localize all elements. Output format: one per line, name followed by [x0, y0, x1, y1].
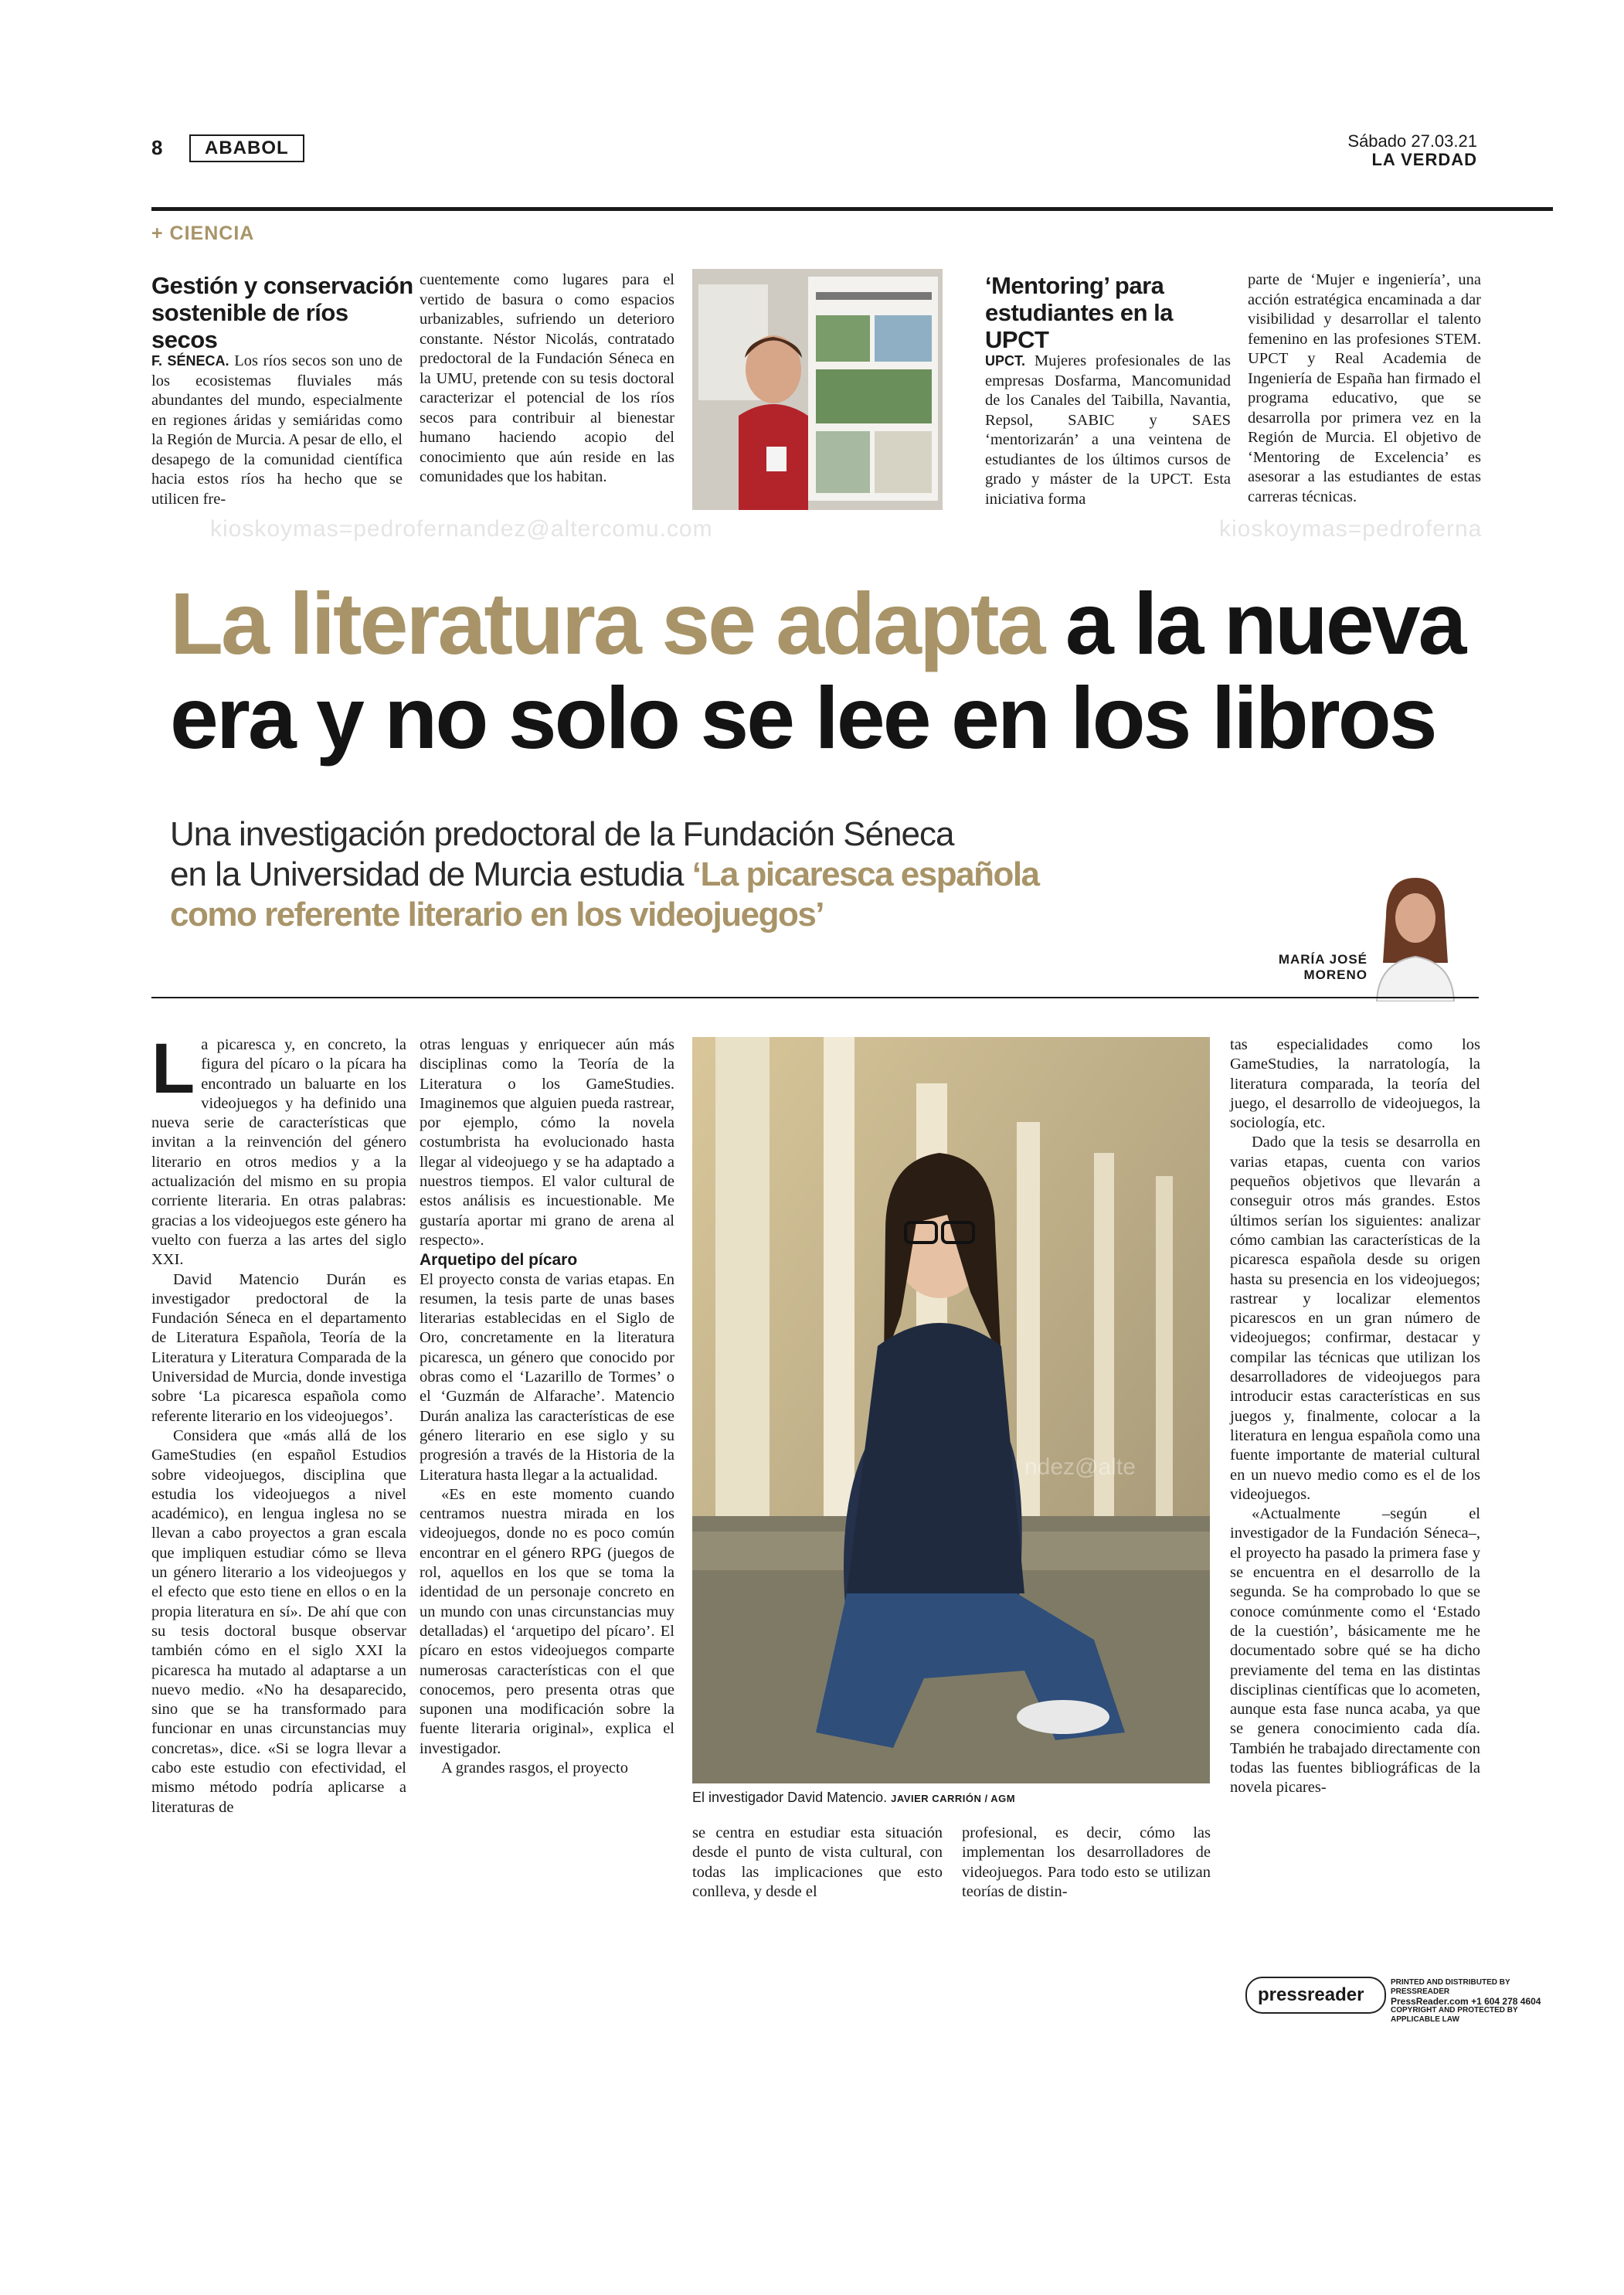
watermark-left: kioskoymas=pedrofernandez@altercomu.com [210, 516, 713, 542]
caption-credit: JAVIER CARRIÓN / AGM [891, 1793, 1016, 1804]
brief-2-text-1: Mujeres profesionales de las empresas Dosfarma, Mancomunidad de los Canales del Taibilla, Navantia, Repsol, SABIC y SAES ‘mentorizarán’ a una veintena de estudiantes de los últimos cursos de grado y máster de la UPCT. Esta iniciativa forma [985, 352, 1232, 508]
pressreader-logo [1245, 1977, 1386, 2014]
brief-1-column-1 [151, 352, 403, 509]
photo-watermark: ndez@alte [1024, 1454, 1136, 1480]
researcher-illustration [692, 1037, 1210, 1783]
headline-highlight: La literatura se adapta [170, 575, 1044, 672]
article-col2-p2: El proyecto consta de varias etapas. En resumen, la tesis parte de unas bases literarias establecidas en el Siglo de Oro, concretamente en la literatura picaresca, un género que conocido por obras como el ‘Lazarillo de Tormes’ o el ‘Guzmán de Alfarache’. Matencio Durán analiza las características de ese género literario en ese siglo y su progresión a través de la Historia de la Literatura hasta llegar a la actualidad. [420, 1270, 674, 1484]
main-headline [170, 576, 1514, 765]
article-col1-p3: Considera que «más allá de los GameStudies (en español Estudios sobre videojuegos, disciplina que estudia los videojuegos a nivel académico), en lengua inglesa no se llevan a cabo proyectos a gran escala que impliquen estudiar cómo se lleva un género literario a los videojuegos y el efecto que esto tiene en ellos o en la propia literatura en sí». De ahí que con su tesis doctoral busque observar también cómo en el siglo XXI la picaresca ha mutado al adaptarse a un nuevo medio. «No ha desaparecido, sino que se ha transformado para funcionar en unas circunstancias muy concretas», dice. «Si se logra llevar a cabo este estudio con efectividad, el mismo método podría aplicarse a literaturas de [151, 1426, 406, 1816]
article-col5-p1: tas especialidades como los GameStudies, la narratología, la literatura comparada, la teoría del juego, el desarrollo de videojuegos, la sociología, etc. [1230, 1036, 1480, 1132]
subhead-line-1: Una investigación predoctoral de la Fundación Séneca [170, 815, 954, 853]
brief-2-title [985, 272, 1232, 353]
brief-1-text-2: cuentemente como lugares para el vertido de basura o como espacios urbanizables, sufriendo un deterioro constante. Néstor Nicolás, contratado predoctoral de la Fundación Séneca en la UMU, pretende con su tesis doctoral caracterizar el potencial de los ríos secos para contribuir al bienestar humano haciendo acopio del conocimiento que aún reside en las comunidades que los habitan. [420, 271, 674, 485]
article-col5-p2: Dado que la tesis se desarrolla en varias etapas, cuenta con varios pequeños objetivos que llevarán a conseguir otros más grandes. Estos últimos serían los siguientes: analizar cómo cambian las características de la picaresca española desde su origen hasta su presencia en los videojuegos; rastrear y localizar elementos picarescos en un gran número de videojuegos; confirmar, destacar y compilar las técnicas que utilizan los desarrolladores de videojuegos para introducir estas características en sus juegos y, finalmente, colocar a la literatura en lengua española como una fuente importante de material cultural en un nuevo medio como es el de los videojuegos. [1230, 1134, 1480, 1503]
brief-1-title [151, 272, 414, 353]
issue-date: Sábado 27.03.21 [1347, 131, 1477, 151]
pressreader-notice [1391, 1978, 1553, 2025]
section-name: ABABOL [189, 134, 304, 162]
header-rule [151, 207, 1553, 211]
byline-first: MARÍA JOSÉ [1278, 952, 1367, 967]
article-col4: profesional, es decir, cómo las implementan los desarrolladores de videojuegos. Para todo esto se utilizan teorías de distin- [962, 1824, 1211, 1900]
drop-cap: L [151, 1029, 195, 1108]
article-subheading: Arquetipo del pícaro [420, 1251, 578, 1270]
pressreader-line-2: PressReader.com +1 604 278 4604 [1391, 1996, 1541, 2007]
brief-1-title-line-2: sostenible de ríos secos [151, 299, 348, 353]
pressreader-line-1: PRINTED AND DISTRIBUTED BY PRESSREADER [1391, 1978, 1510, 1996]
headline-line-2: era y no solo se lee en los libros [170, 669, 1435, 767]
researcher-poster-photo [692, 269, 943, 510]
article-col3: se centra en estudiar esta situación desde el punto de vista cultural, con todas las implicaciones que esto conlleva, y desde el [692, 1824, 943, 1900]
brief-2-text-2: parte de ‘Mujer e ingeniería’, una acción estratégica encaminada a dar visibilidad y desarrollar el talento femenino en las profesiones STEM. UPCT y Real Academia de Ingeniería de España han firmado el programa educativo, que se desarrolla por primera vez en la Región de Murcia. El objetivo de ‘Mentoring de Excelencia’ es asesorar a las estudiantes de estas carreras técnicas. [1248, 271, 1481, 505]
article-col1-p1: a picaresca y, en concreto, la figura del pícaro o la pícara ha encontrado un baluarte en los videojuegos y ha definido una nueva serie de características que invitan a la reinvención del género literario en otros medios y a la actualización del mismo en su propia corriente literaria. En otras palabras: gracias a los videojuegos este género ha vuelto con fuerza a las artes del siglo XXI. [151, 1036, 406, 1269]
brief-2-lead: UPCT. [985, 353, 1026, 369]
brief-2-column-2 [1248, 270, 1481, 507]
section-tag: + CIENCIA [151, 223, 255, 244]
article-rule [151, 997, 1479, 998]
caption-text: El investigador David Matencio. [692, 1790, 888, 1805]
article-col5-p3: «Actualmente –según el investigador de la Fundación Séneca–, el proyecto ha pasado la primera fase y se encuentra en el desarrollo de la segunda. Se ha comprobado lo que se conoce comúnmente como el ‘Estado de la cuestión’, básicamente me he documentado sobre qué se ha dicho previamente del tema en las distintas disciplinas científicas que lo acometen, aunque esta fase nunca acaba, ya que se genera conocimiento cada día. También he trabajado directamente con todas las fuentes bibliográficas de la novela picares- [1230, 1505, 1480, 1797]
photo-caption [692, 1790, 1218, 1806]
headline-line-1-rest: a la nueva [1043, 575, 1465, 672]
brief-1-title-line-1: Gestión y conservación [151, 272, 413, 299]
author-portrait [1371, 870, 1460, 1001]
brief-1-text-1: Los ríos secos son uno de los ecosistemas fluviales más abundantes del mundo, especialmente en regiones áridas y semiáridas como la Región de Murcia. A pesar de ello, el desapego de la comunidad científica hacia estos ríos ha hecho que se utilicen fre- [151, 352, 403, 508]
researcher-main-photo [692, 1037, 1210, 1783]
article-column-2 [420, 1035, 674, 1778]
article-column-5 [1230, 1035, 1480, 1798]
brief-2-title-line-1: ‘Mentoring’ para [985, 272, 1164, 299]
article-col2-p4: A grandes rasgos, el proyecto [441, 1759, 628, 1776]
page-number: 8 [151, 136, 163, 159]
newspaper-name: LA VERDAD [1371, 150, 1477, 169]
article-col2-p1: otras lenguas y enriquecer aún más disciplinas como la Teoría de la Literatura o los GameStudies. Imaginemos que alguien pueda rastrear, por ejemplo, cómo la novela costumbrista ha evolucionado hasta llegar al videojuego y se ha adaptado a nuestros tiempos. El valor cultural de estos análisis es incuestionable. Me gustaría aportar mi grano de arena al respecto». [420, 1036, 674, 1249]
article-column-3 [692, 1824, 943, 1902]
brief-2-column-1 [985, 352, 1231, 509]
subhead-line-3-highlight: como referente literario en los videojuegos’ [170, 896, 824, 933]
subheadline [170, 814, 1221, 935]
brief-1-column-2 [420, 270, 674, 488]
article-col2-p3: «Es en este momento cuando centramos nuestra mirada en los videojuegos, donde no es poco común encontrar en el género RPG (juegos de rol, aquellos en los que se toma la identidad de un personaje concreto en un mundo con unas circunstancias muy detalladas) el ‘arquetipo del pícaro’. El pícaro en estos videojuegos comparte numerosas características con el que conocemos, pero presenta otras que suponen una modificación sobre la fuente literaria original», explica el investigador. [420, 1485, 674, 1757]
article-column-1 [151, 1029, 406, 1817]
byline [1228, 952, 1367, 983]
poster-illustration [692, 269, 943, 510]
brief-2-title-line-2: estudiantes en la UPCT [985, 299, 1174, 353]
watermark-right: kioskoymas=pedroferna [1219, 516, 1483, 542]
brief-1-lead: F. SÉNECA. [151, 353, 229, 369]
pressreader-line-3: COPYRIGHT AND PROTECTED BY APPLICABLE LAW [1391, 2006, 1518, 2024]
article-col1-p2: David Matencio Durán es investigador predoctoral de la Fundación Séneca en el departamento de Literatura Española, Teoría de la Literatura y Literatura Comparada de la Universidad de Murcia, donde investiga sobre ‘La picaresca española como referente literario en los videojuegos’. [151, 1270, 406, 1425]
author-portrait-illustration [1371, 870, 1460, 1001]
article-column-4 [962, 1824, 1211, 1902]
subhead-line-2: en la Universidad de Murcia estudia [170, 855, 692, 893]
subhead-line-2-highlight: ‘La picaresca española [691, 855, 1039, 893]
byline-last: MORENO [1303, 967, 1367, 982]
pressreader-logo-text: pressreader [1258, 1984, 1364, 2005]
